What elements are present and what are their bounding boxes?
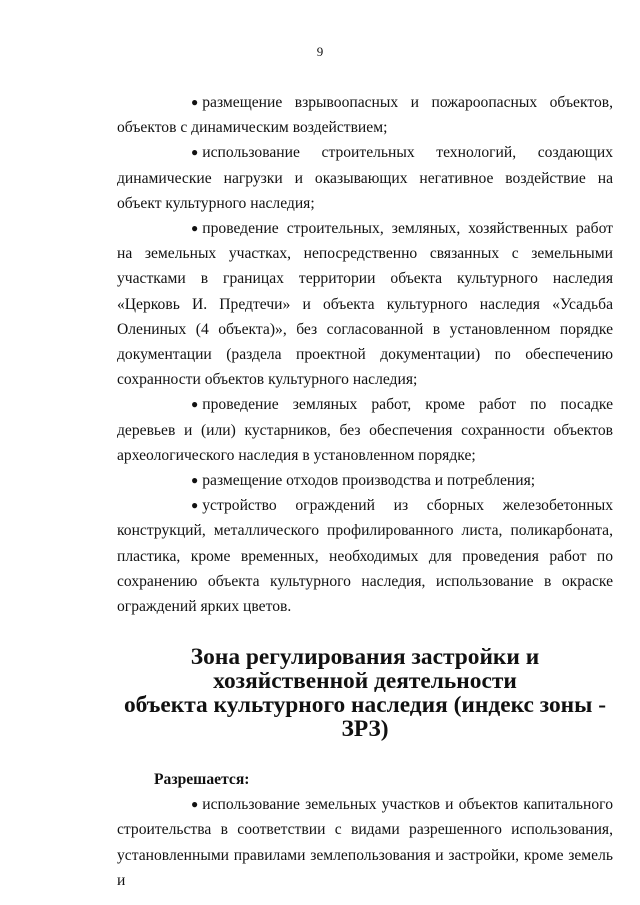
list-item bbox=[117, 792, 613, 893]
list-item-text: проведение строительных, земляных, хозяйственных работ на земельных участках, непосредственно связанных с земельными участками в границах территории объекта культурного наследия «Церковь И. Предтечи» и объекта культурного наследия «Усадьба Олениных (4 объекта)», без согласованной в установленном порядке документации (раздела проектной документации) по обеспечению сохранности объектов культурного наследия; bbox=[117, 220, 613, 389]
bullet-icon: ● bbox=[191, 397, 199, 412]
list-item-text: размещение отходов производства и потребления; bbox=[202, 472, 536, 490]
bullet-icon: ● bbox=[191, 473, 199, 488]
list-item-text: использование строительных технологий, создающих динамические нагрузки и оказывающих негативное воздействие на объект культурного наследия; bbox=[117, 144, 613, 212]
bullet-icon: ● bbox=[191, 145, 199, 160]
list-item-text: устройство ограждений из сборных железобетонных конструкций, металлического профилированного листа, поликарбоната, пластика, кроме временных, необходимых для проведения работ по сохранению объекта культурного наследия, использование в окраске ограждений ярких цветов. bbox=[117, 497, 613, 616]
bullet-icon: ● bbox=[191, 498, 199, 513]
page-number: 9 bbox=[316, 44, 324, 59]
bullet-icon: ● bbox=[191, 221, 199, 236]
list-item-text: размещение взрывоопасных и пожароопасных объектов, объектов с динамическим воздействием; bbox=[117, 94, 613, 137]
list-item bbox=[117, 140, 613, 216]
zone-heading-line: объекта культурного наследия (индекс зоны - ЗРЗ) bbox=[123, 692, 607, 743]
list-item bbox=[117, 468, 613, 493]
zone-heading bbox=[117, 645, 613, 741]
list-item bbox=[117, 216, 613, 392]
zone-heading-line: Зона регулирования застройки и хозяйственной деятельности bbox=[190, 644, 540, 695]
list-item-text: проведение земляных работ, кроме работ по посадке деревьев и (или) кустарников, без обеспечения сохранности объектов археологического наследия в установленном порядке; bbox=[117, 396, 613, 464]
bullet-icon: ● bbox=[191, 95, 199, 109]
list-item bbox=[117, 493, 613, 619]
list-item bbox=[117, 392, 613, 468]
list-item-text: использование земельных участков и объектов капитального строительства в соответствии с видами разрешенного использования, установленными правилами землепользования и застройки, кроме земель и bbox=[117, 796, 613, 889]
bullet-icon: ● bbox=[191, 797, 199, 812]
document-body bbox=[117, 90, 613, 893]
allowed-subheading: Разрешается: bbox=[154, 771, 250, 789]
list-item bbox=[117, 90, 613, 140]
